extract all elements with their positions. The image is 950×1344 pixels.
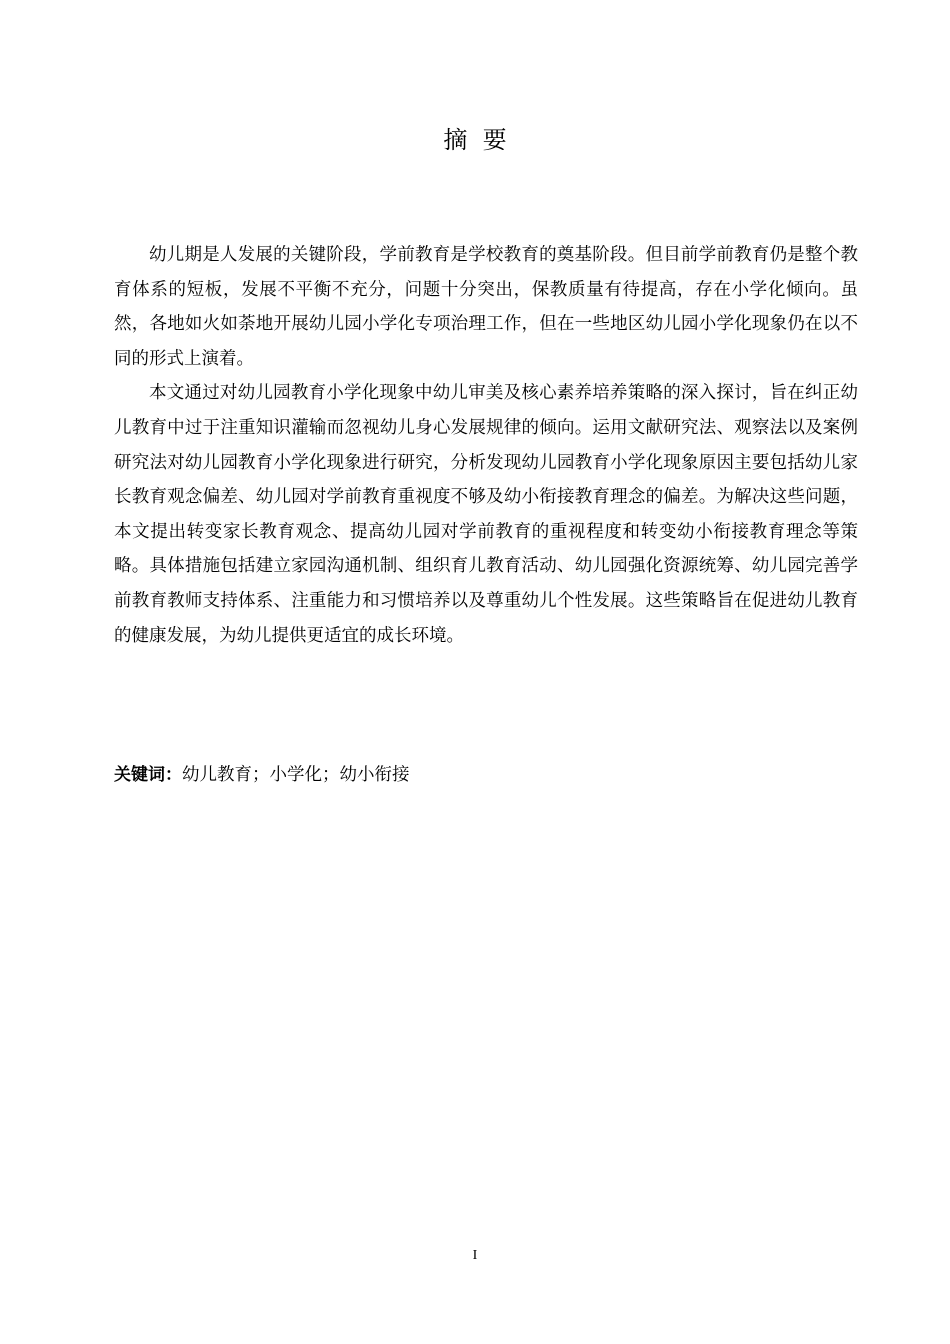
- page-title: 摘 要: [443, 126, 507, 154]
- abstract-paragraph-2: 本文通过对幼儿园教育小学化现象中幼儿审美及核心素养培养策略的深入探讨，旨在纠正幼儿教育中过于注重知识灌输而忽视幼儿身心发展规律的倾向。运用文献研究法、观察法以及案例研究法对幼儿园教育小学化现象进行研究，分析发现幼儿园教育小学化现象原因主要包括幼儿家长教育观念偏差、幼儿园对学前教育重视度不够及幼小衔接教育理念的偏差。为解决这些问题，本文提出转变家长教育观念、提高幼儿园对学前教育的重视程度和转变幼小衔接教育理念等策略。具体措施包括建立家园沟通机制、组织育儿教育活动、幼儿园强化资源统筹、幼儿园完善学前教育教师支持体系、注重能力和习惯培养以及尊重幼儿个性发展。这些策略旨在促进幼儿教育的健康发展，为幼儿提供更适宜的成长环境。: [114, 383, 858, 646]
- abstract-paragraph-1: 幼儿期是人发展的关键阶段，学前教育是学校教育的奠基阶段。但目前学前教育仍是整个教育体系的短板，发展不平衡不充分，问题十分突出，保教质量有待提高，存在小学化倾向。虽然，各地如火如荼地开展幼儿园小学化专项治理工作，但在一些地区幼儿园小学化现象仍在以不同的形式上演着。: [114, 245, 858, 369]
- page-number: I: [472, 1248, 478, 1263]
- keywords-label: 关键词：: [114, 765, 182, 785]
- keywords-value: 幼儿教育；小学化；幼小衔接: [182, 765, 410, 785]
- abstract-body: [114, 238, 858, 653]
- keywords-line: [114, 758, 858, 792]
